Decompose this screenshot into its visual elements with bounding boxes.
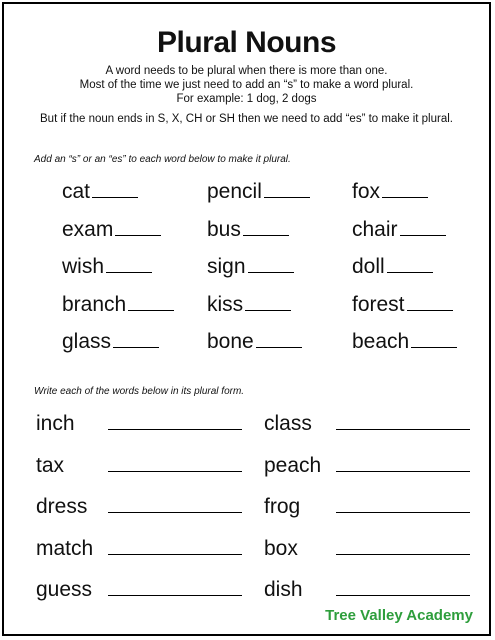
answer-blank[interactable] xyxy=(108,471,242,472)
answer-blank[interactable] xyxy=(264,197,310,198)
answer-blank[interactable] xyxy=(248,272,294,273)
word-item xyxy=(62,293,207,331)
word-text: dish xyxy=(264,578,303,601)
answer-blank[interactable] xyxy=(108,595,242,596)
answer-blank[interactable] xyxy=(245,310,291,311)
answer-blank[interactable] xyxy=(382,197,428,198)
word-text: doll xyxy=(352,255,385,278)
section1-word-grid xyxy=(62,180,495,368)
word-item xyxy=(352,293,495,331)
word-text: class xyxy=(264,412,312,435)
section2-instruction: Write each of the words below in its plural form. xyxy=(34,386,245,397)
word-text: glass xyxy=(62,330,112,353)
word-text: dress xyxy=(36,495,88,518)
section1-instruction: Add an “s” or an “es” to each word below to make it plural. xyxy=(34,154,291,165)
answer-blank[interactable] xyxy=(336,512,470,513)
word-text: pencil xyxy=(207,180,262,203)
word-text: bone xyxy=(207,330,254,353)
word-item xyxy=(264,412,474,454)
word-item xyxy=(352,180,495,218)
word-item xyxy=(36,495,264,537)
word-item xyxy=(62,255,207,293)
word-text: box xyxy=(264,536,298,560)
word-text: wish xyxy=(62,255,105,278)
word-item xyxy=(207,293,352,331)
word-text: beach xyxy=(352,330,410,353)
answer-blank[interactable] xyxy=(407,310,453,311)
answer-blank[interactable] xyxy=(115,235,161,236)
answer-blank[interactable] xyxy=(387,272,433,273)
word-text: match xyxy=(36,536,94,560)
word-text: branch xyxy=(62,292,127,316)
answer-blank[interactable] xyxy=(92,197,138,198)
intro-line-1: A word needs to be plural when there is more than one. xyxy=(105,65,388,77)
word-text: bus xyxy=(207,217,241,241)
word-item xyxy=(36,537,264,579)
answer-blank[interactable] xyxy=(106,272,152,273)
word-item xyxy=(352,330,495,368)
word-text: frog xyxy=(264,495,301,518)
word-text: sign xyxy=(207,255,246,278)
word-item xyxy=(264,454,474,496)
word-text: inch xyxy=(36,412,75,435)
answer-blank[interactable] xyxy=(336,554,470,555)
answer-blank[interactable] xyxy=(108,554,242,555)
answer-blank[interactable] xyxy=(113,347,159,348)
worksheet-page xyxy=(2,2,491,636)
word-item xyxy=(62,330,207,368)
intro-line-4: But if the noun ends in S, X, CH or SH then we need to add “es” to make it plural. xyxy=(40,113,453,125)
answer-blank[interactable] xyxy=(336,429,470,430)
answer-blank[interactable] xyxy=(108,512,242,513)
word-item xyxy=(36,454,264,496)
word-text: chair xyxy=(352,217,398,241)
word-item xyxy=(207,255,352,293)
answer-blank[interactable] xyxy=(108,429,242,430)
intro-line-3: For example: 1 dog, 2 dogs xyxy=(176,93,317,105)
answer-blank[interactable] xyxy=(400,235,446,236)
answer-blank[interactable] xyxy=(411,347,457,348)
answer-blank[interactable] xyxy=(128,310,174,311)
word-text: guess xyxy=(36,578,93,601)
page-title: Plural Nouns xyxy=(156,26,337,59)
word-text: exam xyxy=(62,217,114,241)
word-text: cat xyxy=(62,180,91,203)
word-item xyxy=(207,218,352,256)
word-item xyxy=(352,218,495,256)
intro-text xyxy=(4,64,489,126)
section2-word-grid xyxy=(36,412,474,620)
word-item xyxy=(264,495,474,537)
answer-blank[interactable] xyxy=(336,471,470,472)
word-item xyxy=(36,578,264,620)
word-item xyxy=(264,537,474,579)
answer-blank[interactable] xyxy=(256,347,302,348)
word-text: peach xyxy=(264,453,322,477)
word-text: fox xyxy=(352,180,381,203)
intro-line-2: Most of the time we just need to add an “s” to make a word plural. xyxy=(79,79,414,91)
brand-footer: Tree Valley Academy xyxy=(325,607,473,624)
answer-blank[interactable] xyxy=(336,595,470,596)
word-text: tax xyxy=(36,453,65,477)
word-item xyxy=(36,412,264,454)
word-text: kiss xyxy=(207,292,244,316)
word-item xyxy=(207,180,352,218)
word-item xyxy=(62,218,207,256)
word-text: forest xyxy=(352,292,405,316)
word-item xyxy=(62,180,207,218)
answer-blank[interactable] xyxy=(243,235,289,236)
word-item xyxy=(352,255,495,293)
word-item xyxy=(207,330,352,368)
